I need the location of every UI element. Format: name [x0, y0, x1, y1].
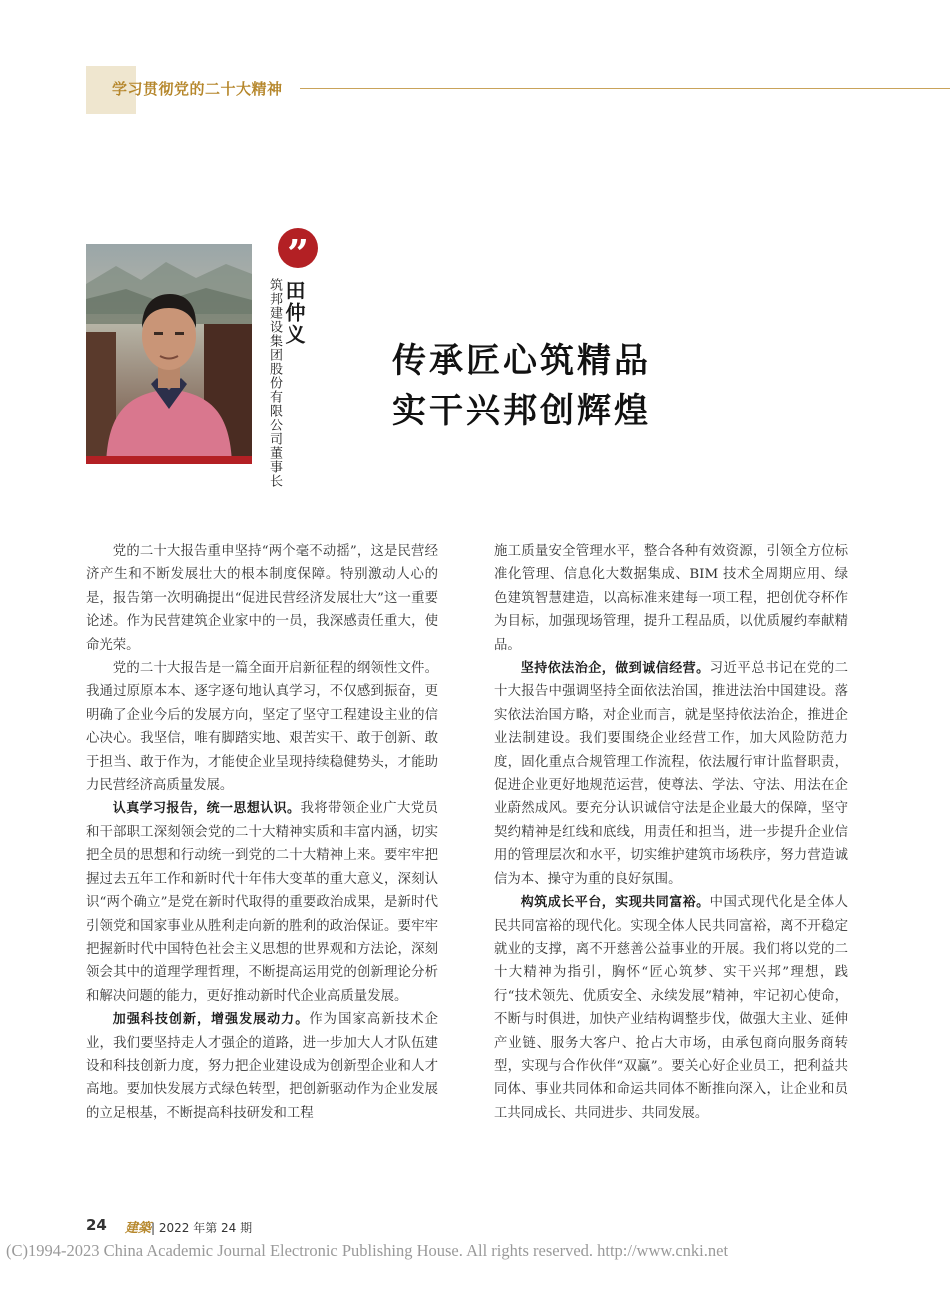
headline-line-2: 实干兴邦创辉煌 — [392, 391, 651, 431]
section-title: 学习贯彻党的二十大精神 — [112, 80, 283, 98]
paragraph — [494, 657, 848, 891]
page-number: 24 — [86, 1216, 107, 1234]
magazine-issue — [125, 1217, 252, 1236]
author-title: 筑邦建设集团股份有限公司董事长 — [267, 278, 282, 488]
paragraph — [494, 891, 848, 1125]
paragraph-lead: 构筑成长平台，实现共同富裕。 — [520, 895, 710, 911]
paragraph-lead: 坚持依法治企，做到诚信经营。 — [520, 661, 710, 677]
article-headline — [392, 336, 651, 436]
paragraph-body: 中国式现代化是全体人民共同富裕的现代化。实现全体人民共同富裕，离不开稳定就业的支撑，离不开慈善公益事业的开展。我们将以党的二十大精神为指引，胸怀“匠心筑梦、实干兴邦”理想，践行“技术领先、优质安全、永续发展”精神，牢记初心使命，不断与时俱进，加快产业结构调整步伐，做强大主业、延伸产业链、服务大客户、抢占大市场，由承包商向服务商转型，实现与合作伙伴“双赢”。要关心好企业员工，把利益共同体、事业共同体和命运共同体不断推向深入，让企业和员工共同成长、共同进步、共同发展。 — [494, 895, 848, 1121]
paragraph — [86, 797, 438, 1008]
body-column-right — [494, 540, 848, 1125]
paragraph-body: 我将带领企业广大党员和干部职工深刻领会党的二十大精神实质和丰富内涵，切实把全员的思想和行动统一到党的二十大精神上来。要牢牢把握过去五年工作和新时代十年伟大变革的重大意义，深刻认识“两个确立”是党在新时代取得的重要政治成果，是新时代引领党和国家事业从胜利走向新的胜利的政治保证。要牢牢把握新时代中国特色社会主义思想的世界观和方法论，深刻领会其中的道理学理哲理，不断提高运用党的创新理论分析和解决问题的能力，更好推动新时代企业高质量发展。 — [86, 801, 438, 1004]
paragraph-lead: 加强科技创新，增强发展动力。 — [112, 1012, 310, 1028]
paragraph: 党的二十大报告重申坚持“两个毫不动摇”，这是民营经济产生和不断发展壮大的根本制度保障。特别激动人心的是，报告第一次明确提出“促进民营经济发展壮大”这一重要论述。作为民营建筑企业家中的一员，我深感责任重大，使命光荣。 — [86, 544, 438, 653]
header-divider — [300, 88, 950, 89]
paragraph-lead: 认真学习报告，统一思想认识。 — [112, 801, 301, 817]
paragraph-body: 作为国家高新技术企业，我们要坚持走人才强企的道路，进一步加大人才队伍建设和科技创新力度，努力把企业建设成为创新型企业和人才高地。要加快发展方式绿色转型，把创新驱动作为企业发展的立足根基，不断提高科技研发和工程 — [86, 1012, 438, 1121]
copyright-line: (C)1994-2023 China Academic Journal Electronic Publishing House. All rights reserved. http://www.cnki.net — [6, 1241, 729, 1260]
headline-line-1: 传承匠心筑精品 — [392, 341, 651, 381]
paragraph — [86, 1008, 438, 1125]
author-name: 田仲义 — [282, 280, 306, 346]
paragraph-continued: 施工质量安全管理水平，整合各种有效资源，引领全方位标准化管理、信息化大数据集成、BIM 技术全周期应用、绿色建筑智慧建造，以高标准来建每一项工程，把创优夺杯作为目标，加强现场管理，提升工程品质，以优质履约奉献精品。 — [494, 544, 848, 653]
magazine-brand: 建築 — [125, 1221, 152, 1236]
issue-label: | 2022 年第 24 期 — [151, 1221, 253, 1235]
author-portrait — [86, 244, 252, 464]
body-column-left — [86, 540, 438, 1125]
paragraph: 党的二十大报告是一篇全面开启新征程的纲领性文件。我通过原原本本、逐字逐句地认真学习，不仅感到振奋，更明确了企业今后的发展方向，坚定了坚守工程建设主业的信心决心。我坚信，唯有脚踏实地、艰苦实干、敢于创新、敢于担当、敢于作为，才能使企业呈现持续稳健势头，才能助力民营经济高质量发展。 — [86, 661, 438, 794]
quote-mark-icon: ” — [278, 228, 318, 268]
portrait-illustration — [86, 244, 252, 464]
paragraph-body: 习近平总书记在党的二十大报告中强调坚持全面依法治国，推进法治中国建设。落实依法治国方略，对企业而言，就是坚持依法治企，推进企业法制建设。我们要围绕企业经营工作，加大风险防范力度，固化重点合规管理工作流程，依法履行审计监督职责，促进企业更好地规范运营，使尊法、学法、守法、用法在企业蔚然成风。要充分认识诚信守法是企业最大的保障，坚守契约精神是红线和底线，用责任和担当，进一步提升企业信用的管理层次和水平，切实维护建筑市场秩序，努力营造诚信为本、操守为重的良好氛围。 — [494, 661, 848, 887]
